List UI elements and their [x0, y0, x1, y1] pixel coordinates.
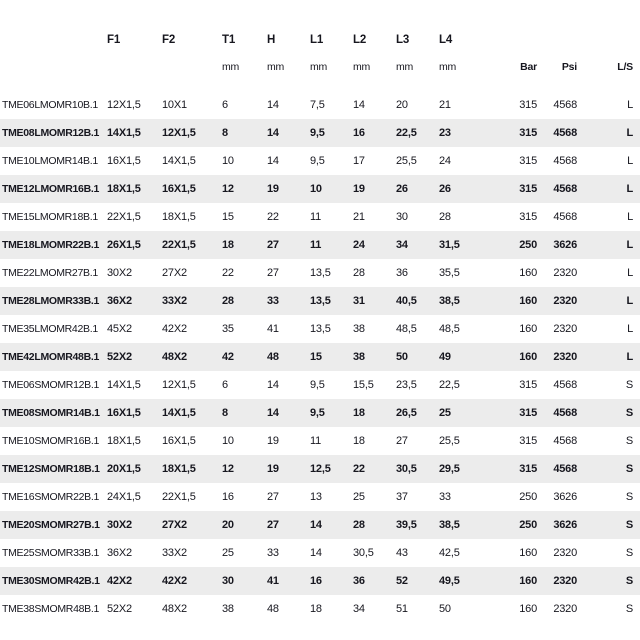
l2-cell: 18: [353, 407, 365, 419]
l1-cell: 13,5: [310, 267, 331, 279]
l2-cell: 15,5: [353, 379, 374, 391]
l4-cell: 22,5: [439, 379, 460, 391]
model-cell: TME12LMOMR16B.1: [2, 183, 100, 195]
bar-cell: 315: [519, 183, 537, 195]
column-header-l4: L4: [439, 34, 453, 46]
h-cell: 27: [267, 519, 279, 531]
bar-cell: 250: [519, 239, 537, 251]
column-header-f2: F2: [162, 34, 176, 46]
l4-cell: 38,5: [439, 519, 460, 531]
l2-cell: 28: [353, 267, 365, 279]
f1-cell: 30X2: [107, 519, 132, 531]
h-cell: 48: [267, 351, 279, 363]
f1-cell: 14X1,5: [107, 127, 141, 139]
unit-header-psi: Psi: [539, 55, 579, 85]
column-header-l2: L2: [353, 34, 367, 46]
bar-cell: 315: [519, 435, 537, 447]
column-header-ls: [579, 26, 640, 55]
table-row: [0, 203, 640, 231]
ls-cell: S: [625, 463, 633, 475]
t1-cell: 42: [222, 351, 234, 363]
model-cell: TME06LMOMR10B.1: [2, 99, 98, 111]
l4-cell: 38,5: [439, 295, 460, 307]
l4-cell: 50: [439, 603, 451, 615]
l4-cell: 33: [439, 491, 451, 503]
psi-cell: 3626: [553, 491, 577, 503]
ls-cell: L: [627, 155, 633, 167]
bar-cell: 160: [519, 575, 537, 587]
t1-cell: 20: [222, 519, 234, 531]
t1-cell: 6: [222, 379, 228, 391]
t1-cell: 12: [222, 183, 234, 195]
l2-cell: 31: [353, 295, 365, 307]
l1-cell: 12,5: [310, 463, 331, 475]
t1-cell: 8: [222, 127, 228, 139]
bar-cell: 315: [519, 463, 537, 475]
model-cell: TME42LMOMR48B.1: [2, 351, 100, 363]
f2-cell: 48X2: [162, 603, 187, 615]
column-header-f1: F1: [107, 34, 121, 46]
l1-cell: 13,5: [310, 295, 331, 307]
f1-cell: 52X2: [107, 351, 132, 363]
f1-cell: 14X1,5: [107, 379, 141, 391]
l1-cell: 11: [310, 239, 322, 251]
l4-cell: 28: [439, 211, 451, 223]
t1-cell: 6: [222, 99, 228, 111]
l4-cell: 25,5: [439, 435, 460, 447]
t1-cell: 16: [222, 491, 234, 503]
unit-header-l1: mm: [305, 55, 348, 85]
ls-cell: S: [625, 379, 633, 391]
table-row: [0, 85, 640, 120]
psi-cell: 2320: [553, 295, 577, 307]
l1-cell: 9,5: [310, 127, 325, 139]
l1-cell: 14: [310, 547, 322, 559]
l1-cell: 7,5: [310, 99, 325, 111]
h-cell: 41: [267, 323, 279, 335]
f2-cell: 12X1,5: [162, 127, 196, 139]
unit-header-l4: mm: [434, 55, 477, 85]
l2-cell: 14: [353, 99, 365, 111]
unit-header-l3: mm: [391, 55, 434, 85]
h-cell: 33: [267, 547, 279, 559]
model-cell: TME08LMOMR12B.1: [2, 127, 100, 139]
f2-cell: 22X1,5: [162, 239, 196, 251]
bar-cell: 160: [519, 547, 537, 559]
column-header-name: [0, 26, 102, 55]
l1-cell: 13: [310, 491, 322, 503]
f1-cell: 52X2: [107, 603, 132, 615]
table-row: [0, 371, 640, 399]
l3-cell: 39,5: [396, 519, 417, 531]
unit-header-name: [0, 55, 102, 85]
bar-cell: 160: [519, 295, 537, 307]
column-header-l1: L1: [310, 34, 324, 46]
bar-cell: 160: [519, 351, 537, 363]
h-cell: 27: [267, 491, 279, 503]
unit-header-ls: L/S: [579, 55, 640, 85]
model-cell: TME10SMOMR16B.1: [2, 435, 100, 447]
unit-header-f2: [157, 55, 217, 85]
column-header-psi: [539, 26, 579, 55]
f2-cell: 42X2: [162, 575, 187, 587]
t1-cell: 38: [222, 603, 234, 615]
model-cell: TME28LMOMR33B.1: [2, 295, 100, 307]
model-cell: TME16SMOMR22B.1: [2, 491, 100, 503]
l2-cell: 24: [353, 239, 365, 251]
table-row: [0, 399, 640, 427]
f1-cell: 16X1,5: [107, 407, 141, 419]
table-row: [0, 343, 640, 371]
l2-cell: 38: [353, 323, 365, 335]
table-row: [0, 511, 640, 539]
bar-cell: 315: [519, 127, 537, 139]
ls-cell: L: [627, 99, 633, 111]
l4-cell: 23: [439, 127, 451, 139]
psi-cell: 2320: [553, 267, 577, 279]
l4-cell: 42,5: [439, 547, 460, 559]
f1-cell: 16X1,5: [107, 155, 141, 167]
l3-cell: 36: [396, 267, 408, 279]
h-cell: 48: [267, 603, 279, 615]
l2-cell: 25: [353, 491, 365, 503]
l2-cell: 18: [353, 435, 365, 447]
l4-cell: 21: [439, 99, 451, 111]
table-row: [0, 315, 640, 343]
psi-cell: 2320: [553, 547, 577, 559]
f1-cell: 18X1,5: [107, 183, 141, 195]
ls-cell: L: [626, 127, 633, 139]
ls-cell: S: [625, 435, 633, 447]
l1-cell: 18: [310, 603, 322, 615]
model-cell: TME22LMOMR27B.1: [2, 267, 98, 279]
ls-cell: S: [625, 519, 633, 531]
l1-cell: 13,5: [310, 323, 331, 335]
l3-cell: 30,5: [396, 463, 417, 475]
l2-cell: 38: [353, 351, 365, 363]
l2-cell: 22: [353, 463, 365, 475]
h-cell: 19: [267, 463, 279, 475]
f2-cell: 42X2: [162, 323, 187, 335]
psi-cell: 4568: [553, 183, 577, 195]
f2-cell: 33X2: [162, 547, 187, 559]
l2-cell: 36: [353, 575, 365, 587]
ls-cell: L: [626, 239, 633, 251]
l1-cell: 16: [310, 575, 322, 587]
l4-cell: 49: [439, 351, 451, 363]
l2-cell: 17: [353, 155, 365, 167]
bar-cell: 315: [519, 407, 537, 419]
l1-cell: 14: [310, 519, 322, 531]
l3-cell: 26: [396, 183, 408, 195]
l4-cell: 49,5: [439, 575, 460, 587]
f1-cell: 45X2: [107, 323, 132, 335]
ls-cell: S: [625, 547, 633, 559]
h-cell: 14: [267, 155, 279, 167]
l2-cell: 16: [353, 127, 365, 139]
bar-cell: 160: [519, 267, 537, 279]
unit-header-row: [0, 55, 640, 85]
l1-cell: 9,5: [310, 379, 325, 391]
psi-cell: 3626: [553, 239, 577, 251]
table-row: [0, 539, 640, 567]
model-cell: TME35LMOMR42B.1: [2, 323, 98, 335]
h-cell: 14: [267, 99, 279, 111]
bar-cell: 250: [519, 491, 537, 503]
l1-cell: 11: [310, 211, 322, 223]
table-header: [0, 26, 640, 85]
h-cell: 41: [267, 575, 279, 587]
t1-cell: 10: [222, 435, 234, 447]
f2-cell: 22X1,5: [162, 491, 196, 503]
table-row: [0, 455, 640, 483]
f1-cell: 30X2: [107, 267, 132, 279]
l2-cell: 28: [353, 519, 365, 531]
f1-cell: 20X1,5: [107, 463, 141, 475]
l3-cell: 26,5: [396, 407, 417, 419]
h-cell: 14: [267, 379, 279, 391]
bar-cell: 160: [519, 323, 537, 335]
f2-cell: 14X1,5: [162, 407, 196, 419]
f1-cell: 42X2: [107, 575, 132, 587]
l3-cell: 22,5: [396, 127, 417, 139]
unit-header-h: mm: [262, 55, 305, 85]
t1-cell: 25: [222, 547, 234, 559]
l1-cell: 11: [310, 435, 322, 447]
ls-cell: L: [626, 183, 633, 195]
ls-cell: L: [626, 295, 633, 307]
bar-cell: 315: [519, 211, 537, 223]
h-cell: 19: [267, 435, 279, 447]
model-cell: TME25SMOMR33B.1: [2, 547, 100, 559]
bar-cell: 315: [519, 379, 537, 391]
t1-cell: 12: [222, 463, 234, 475]
f2-cell: 16X1,5: [162, 183, 196, 195]
table-row: [0, 427, 640, 455]
table-row: [0, 119, 640, 147]
ls-cell: L: [626, 351, 633, 363]
f1-cell: 36X2: [107, 547, 132, 559]
l4-cell: 24: [439, 155, 451, 167]
l2-cell: 30,5: [353, 547, 374, 559]
psi-cell: 4568: [553, 463, 577, 475]
psi-cell: 2320: [553, 575, 577, 587]
ls-cell: S: [625, 575, 633, 587]
l4-cell: 48,5: [439, 323, 460, 335]
model-cell: TME18LMOMR22B.1: [2, 239, 100, 251]
table-body: [0, 85, 640, 624]
bar-cell: 315: [519, 155, 537, 167]
t1-cell: 15: [222, 211, 234, 223]
table-row: [0, 259, 640, 287]
l2-cell: 19: [353, 183, 365, 195]
model-cell: TME10LMOMR14B.1: [2, 155, 98, 167]
table-row: [0, 231, 640, 259]
psi-cell: 4568: [553, 407, 577, 419]
spec-table: [0, 26, 640, 623]
h-cell: 14: [267, 127, 279, 139]
psi-cell: 2320: [553, 351, 577, 363]
t1-cell: 10: [222, 155, 234, 167]
psi-cell: 4568: [553, 379, 577, 391]
l3-cell: 40,5: [396, 295, 417, 307]
l4-cell: 25: [439, 407, 451, 419]
t1-cell: 22: [222, 267, 234, 279]
bar-cell: 160: [519, 603, 537, 615]
l4-cell: 29,5: [439, 463, 460, 475]
f2-cell: 18X1,5: [162, 463, 196, 475]
model-cell: TME30SMOMR42B.1: [2, 575, 100, 587]
psi-cell: 2320: [553, 603, 577, 615]
f1-cell: 24X1,5: [107, 491, 141, 503]
l1-cell: 10: [310, 183, 322, 195]
l3-cell: 50: [396, 351, 408, 363]
f2-cell: 33X2: [162, 295, 187, 307]
f2-cell: 10X1: [162, 99, 187, 111]
l3-cell: 25,5: [396, 155, 417, 167]
l3-cell: 52: [396, 575, 408, 587]
t1-cell: 28: [222, 295, 234, 307]
l3-cell: 48,5: [396, 323, 417, 335]
h-cell: 19: [267, 183, 279, 195]
f1-cell: 26X1,5: [107, 239, 141, 251]
l3-cell: 30: [396, 211, 408, 223]
table-row: [0, 483, 640, 511]
model-cell: TME12SMOMR18B.1: [2, 463, 100, 475]
f2-cell: 48X2: [162, 351, 187, 363]
l4-cell: 26: [439, 183, 451, 195]
f2-cell: 16X1,5: [162, 435, 196, 447]
f1-cell: 12X1,5: [107, 99, 141, 111]
f2-cell: 12X1,5: [162, 379, 196, 391]
unit-header-l2: mm: [348, 55, 391, 85]
ls-cell: S: [625, 603, 633, 615]
f1-cell: 36X2: [107, 295, 132, 307]
model-cell: TME20SMOMR27B.1: [2, 519, 100, 531]
l1-cell: 15: [310, 351, 322, 363]
table-row: [0, 175, 640, 203]
psi-cell: 4568: [553, 127, 577, 139]
f2-cell: 27X2: [162, 519, 187, 531]
catalog-page: [0, 26, 640, 640]
column-header-bar: [477, 26, 539, 55]
bar-cell: 315: [519, 99, 537, 111]
ls-cell: L: [627, 323, 633, 335]
l1-cell: 9,5: [310, 155, 325, 167]
l3-cell: 27: [396, 435, 408, 447]
model-cell: TME08SMOMR14B.1: [2, 407, 100, 419]
model-cell: TME15LMOMR18B.1: [2, 211, 98, 223]
ls-cell: L: [627, 211, 633, 223]
column-header-h: H: [267, 34, 276, 46]
h-cell: 33: [267, 295, 279, 307]
model-cell: TME06SMOMR12B.1: [2, 379, 100, 391]
bar-cell: 250: [519, 519, 537, 531]
table-row: [0, 147, 640, 175]
psi-cell: 4568: [553, 211, 577, 223]
f2-cell: 27X2: [162, 267, 187, 279]
psi-cell: 2320: [553, 323, 577, 335]
l3-cell: 20: [396, 99, 408, 111]
l3-cell: 23,5: [396, 379, 417, 391]
f1-cell: 18X1,5: [107, 435, 141, 447]
table-row: [0, 595, 640, 623]
t1-cell: 8: [222, 407, 228, 419]
l4-cell: 35,5: [439, 267, 460, 279]
psi-cell: 4568: [553, 99, 577, 111]
column-header-row: [0, 26, 640, 55]
model-cell: TME38SMOMR48B.1: [2, 603, 100, 615]
psi-cell: 4568: [553, 155, 577, 167]
f2-cell: 18X1,5: [162, 211, 196, 223]
ls-cell: S: [625, 491, 633, 503]
ls-cell: S: [625, 407, 633, 419]
l3-cell: 43: [396, 547, 408, 559]
table-row: [0, 567, 640, 595]
unit-header-bar: Bar: [477, 55, 539, 85]
t1-cell: 30: [222, 575, 234, 587]
psi-cell: 4568: [553, 435, 577, 447]
l3-cell: 34: [396, 239, 408, 251]
h-cell: 27: [267, 239, 279, 251]
h-cell: 27: [267, 267, 279, 279]
l4-cell: 31,5: [439, 239, 460, 251]
l1-cell: 9,5: [310, 407, 325, 419]
psi-cell: 3626: [553, 519, 577, 531]
t1-cell: 18: [222, 239, 234, 251]
ls-cell: L: [627, 267, 633, 279]
f2-cell: 14X1,5: [162, 155, 196, 167]
unit-header-f1: [102, 55, 157, 85]
f1-cell: 22X1,5: [107, 211, 141, 223]
h-cell: 22: [267, 211, 279, 223]
table-row: [0, 287, 640, 315]
l2-cell: 21: [353, 211, 365, 223]
t1-cell: 35: [222, 323, 234, 335]
column-header-l3: L3: [396, 34, 410, 46]
h-cell: 14: [267, 407, 279, 419]
l3-cell: 51: [396, 603, 408, 615]
column-header-t1: T1: [222, 34, 236, 46]
unit-header-t1: mm: [217, 55, 262, 85]
l3-cell: 37: [396, 491, 408, 503]
l2-cell: 34: [353, 603, 365, 615]
